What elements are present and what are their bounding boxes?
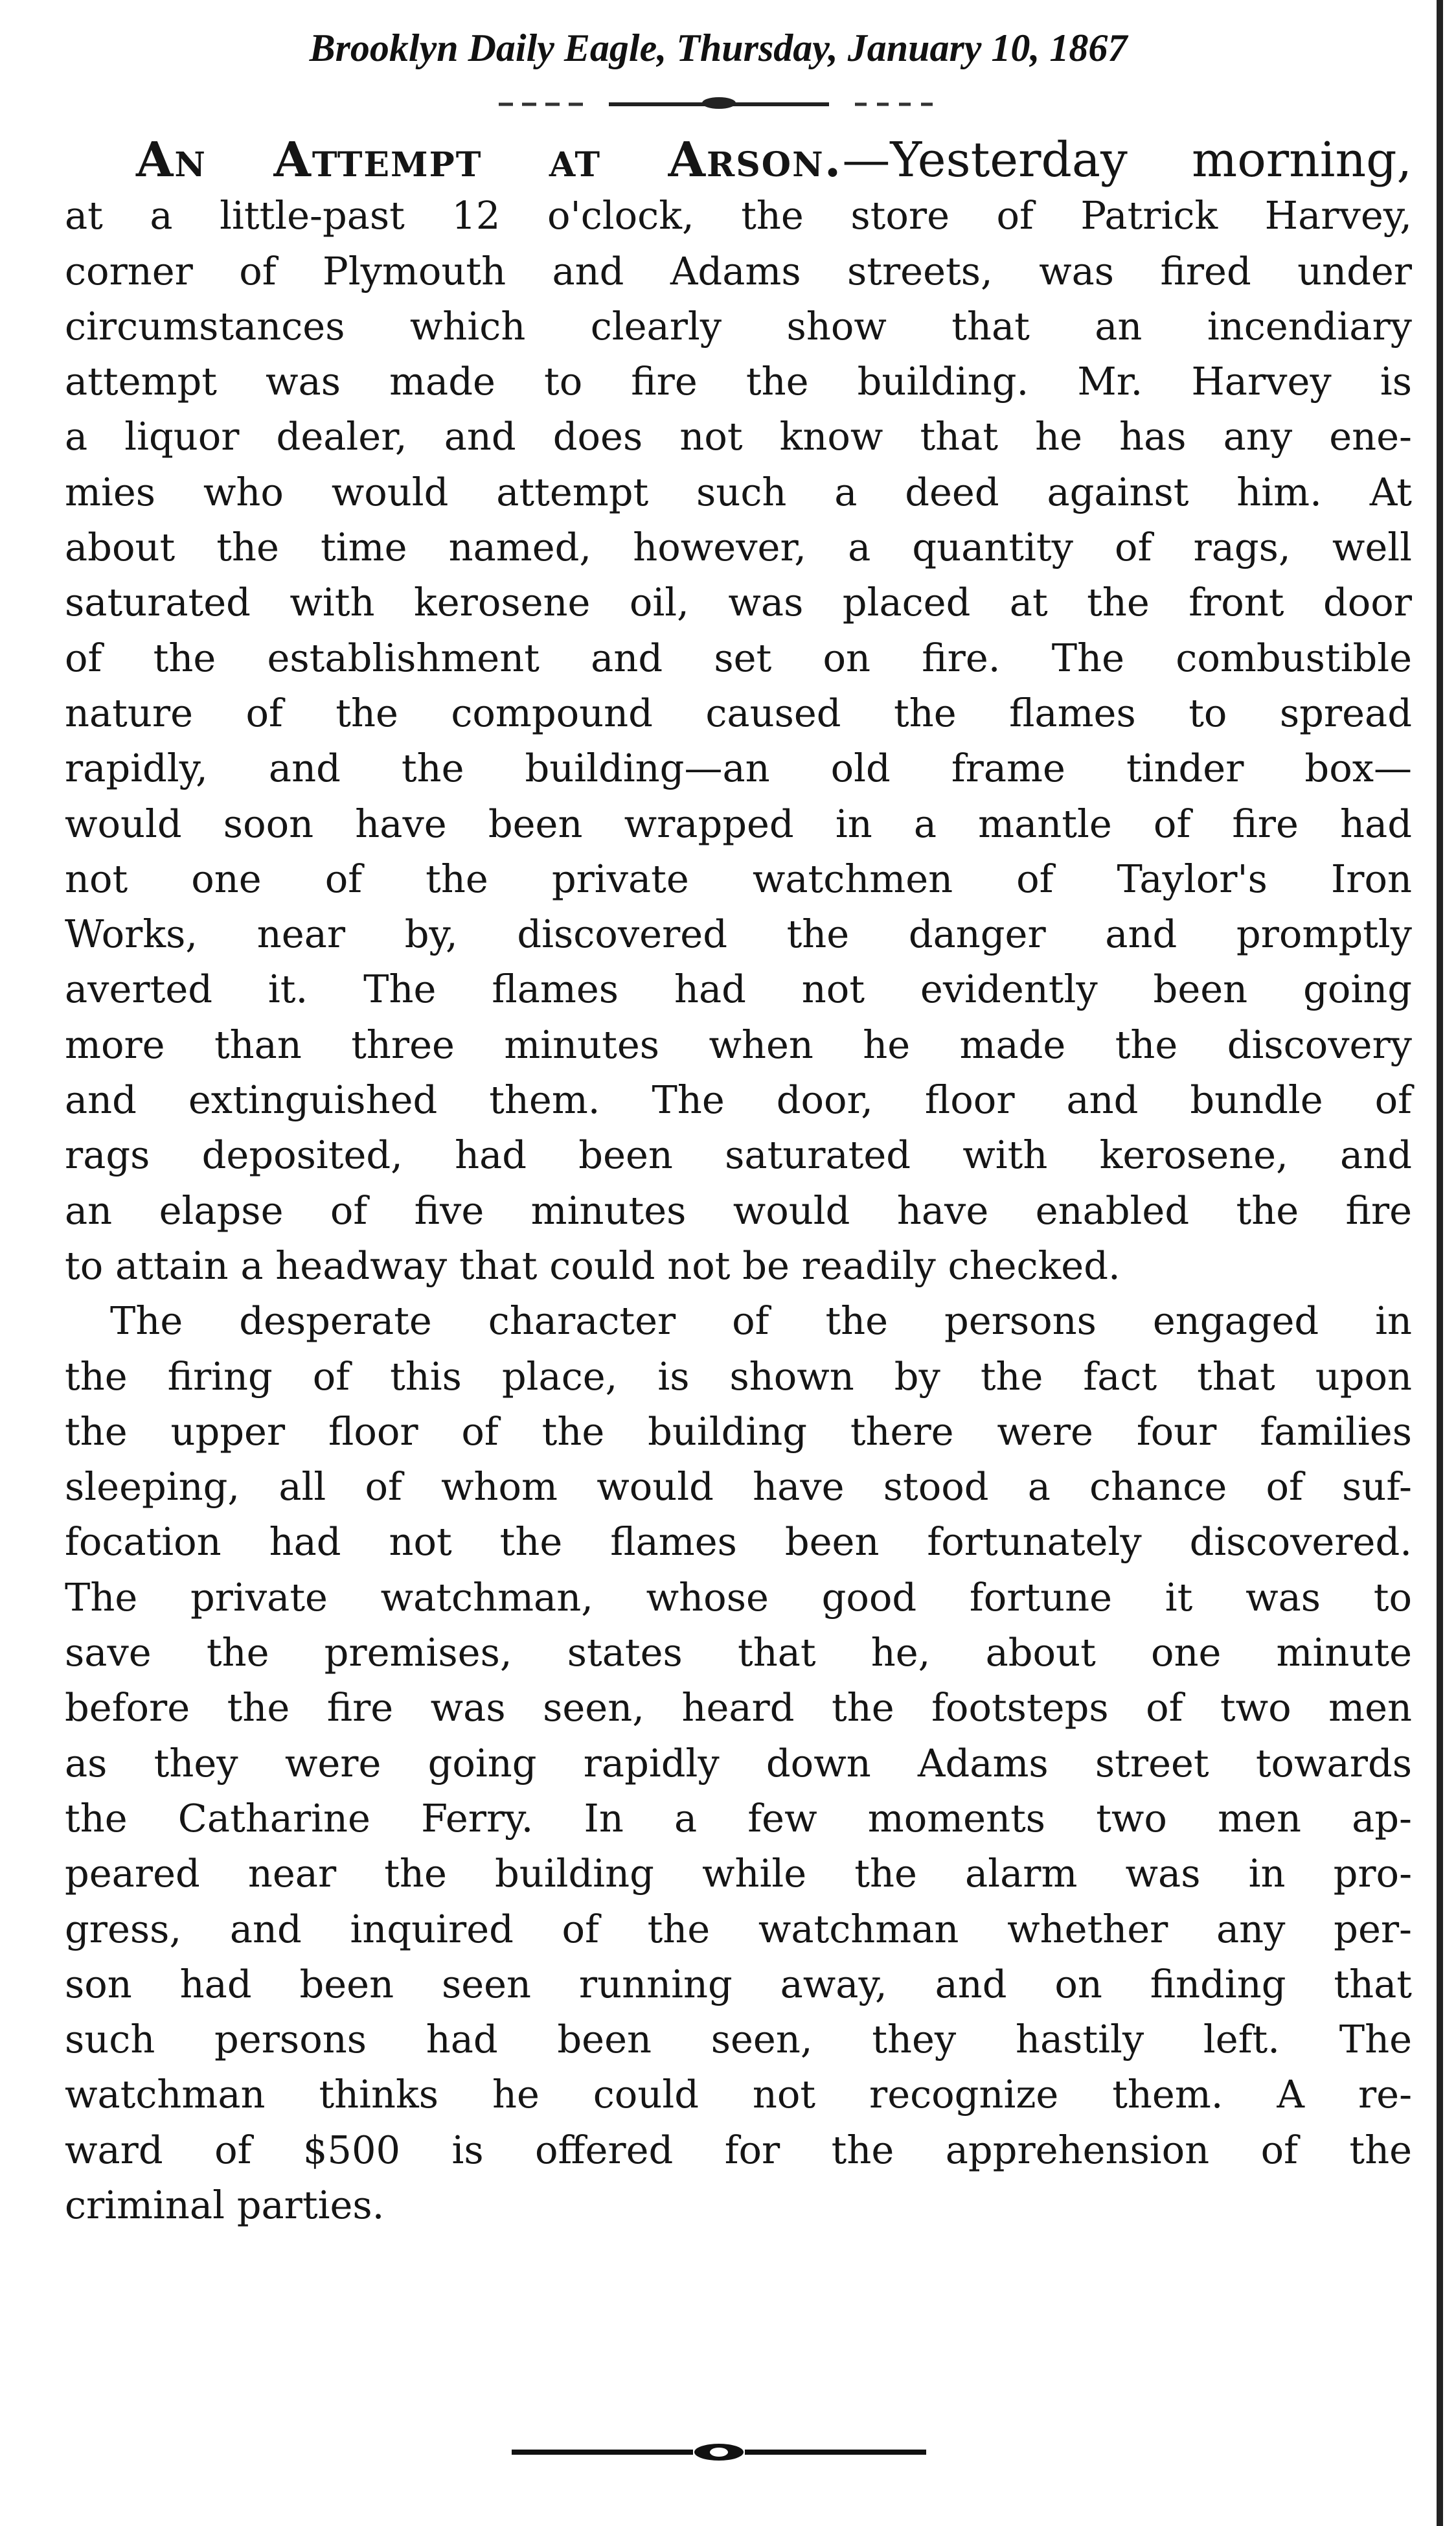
text-line: before the fire was seen, heard the footsteps of two men <box>65 1685 1412 1730</box>
text-line: ward of $500 is offered for the apprehension of the <box>65 2127 1412 2172</box>
text-line: mies who would attempt such a deed against him. At <box>65 469 1412 514</box>
text-line: nature of the compound caused the flames to spread <box>65 690 1412 735</box>
article-lead-text: —Yesterday morning, <box>842 132 1412 188</box>
text-line: watchman thinks he could not recognize them. A re- <box>65 2072 1412 2117</box>
article-body <box>65 133 1412 2233</box>
text-line: Works, near by, discovered the danger and promptly <box>65 912 1412 957</box>
article-lead-line <box>65 133 1412 188</box>
text-line: such persons had been seen, they hastily left. The <box>65 2017 1412 2062</box>
text-line: The desperate character of the persons engaged in <box>110 1298 1412 1344</box>
text-line: averted it. The flames had not evidently been going <box>65 967 1412 1012</box>
text-line: not one of the private watchmen of Taylor's Iron <box>65 856 1412 901</box>
text-line: an elapse of five minutes would have enabled the fire <box>65 1188 1412 1233</box>
text-line: the firing of this place, is shown by the fact that upon <box>65 1353 1412 1399</box>
article-headline: An Attempt at Arson. <box>136 132 843 188</box>
text-line: corner of Plymouth and Adams streets, was fired under <box>65 248 1412 293</box>
paragraph-2 <box>65 1293 1412 2233</box>
text-line: the Catharine Ferry. In a few moments two men ap- <box>65 1795 1412 1841</box>
bottom-ornament-divider <box>499 2436 939 2468</box>
text-line: gress, and inquired of the watchman whether any per- <box>65 1906 1412 1951</box>
text-line: more than three minutes when he made the discovery <box>65 1022 1412 1067</box>
text-line: and extinguished them. The door, floor and bundle of <box>65 1077 1412 1123</box>
text-line: son had been seen running away, and on finding that <box>65 1961 1412 2006</box>
text-line: peared near the building while the alarm was in pro- <box>65 1851 1412 1896</box>
text-line: at a little-past 12 o'clock, the store of Patrick Harvey, <box>65 193 1412 238</box>
text-line: of the establishment and set on fire. The combustible <box>65 635 1412 680</box>
top-ornament-divider <box>492 94 946 113</box>
text-line: rapidly, and the building—an old frame tinder box— <box>65 746 1412 791</box>
text-line: focation had not the flames been fortunately discovered. <box>65 1519 1412 1565</box>
text-line: saturated with kerosene oil, was placed at the front door <box>65 580 1412 625</box>
text-line: to attain a headway that could not be readily checked. <box>65 1243 1120 1288</box>
text-line: attempt was made to fire the building. Mr. Harvey is <box>65 359 1412 404</box>
text-line: would soon have been wrapped in a mantle of fire had <box>65 801 1412 846</box>
paragraph-1 <box>65 188 1412 1293</box>
text-line: circumstances which clearly show that an incendiary <box>65 303 1412 349</box>
text-line: rags deposited, had been saturated with kerosene, and <box>65 1132 1412 1178</box>
text-line: about the time named, however, a quantity of rags, well <box>65 525 1412 570</box>
text-line: criminal parties. <box>65 2182 385 2227</box>
text-line: the upper floor of the building there were four families <box>65 1408 1412 1454</box>
text-line: as they were going rapidly down Adams street towards <box>65 1740 1412 1785</box>
text-line: sleeping, all of whom would have stood a chance of suf- <box>65 1464 1412 1510</box>
text-line: save the premises, states that he, about one minute <box>65 1630 1412 1675</box>
text-line: The private watchman, whose good fortune it was to <box>65 1574 1412 1620</box>
text-line: a liquor dealer, and does not know that he has any ene- <box>65 414 1412 459</box>
column-rule <box>1437 0 1443 2526</box>
page-title: Brooklyn Daily Eagle, Thursday, January 10, 1867 <box>309 27 1128 69</box>
